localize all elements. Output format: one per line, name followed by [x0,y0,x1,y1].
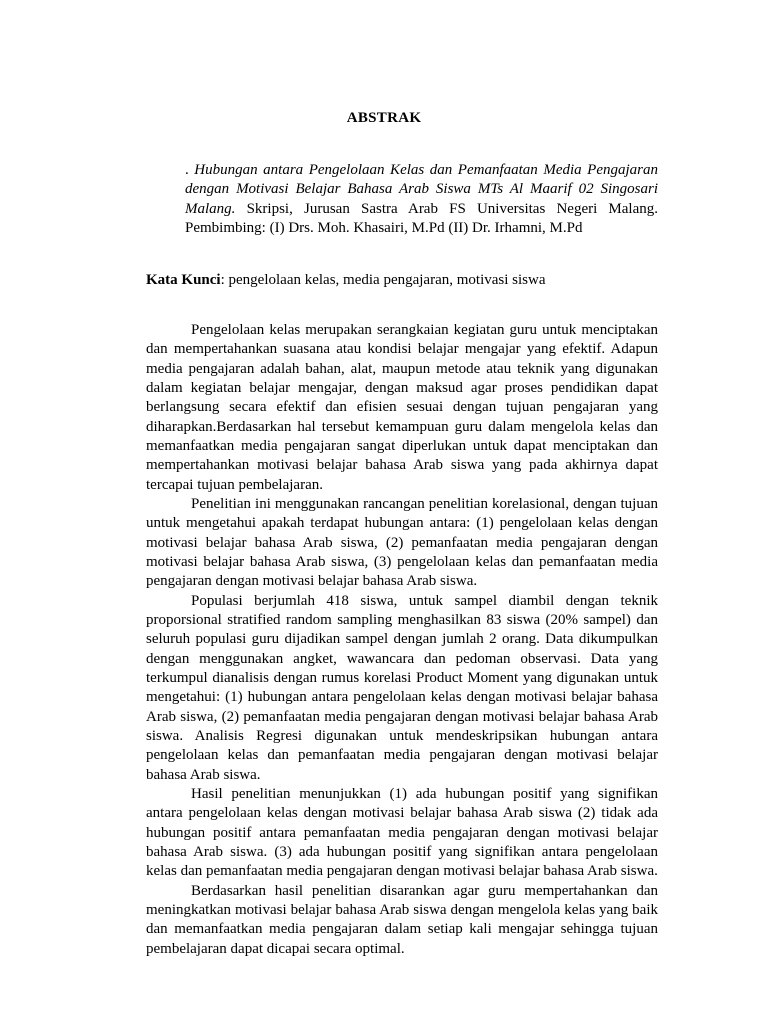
abstract-paragraph-5: Berdasarkan hasil penelitian disarankan agar guru mempertahankan dan meningkatkan motivasi belajar bahasa Arab siswa dengan mengelola kelas yang baik dan memanfaatkan media pengajaran dalam setiap kali mengajar sehingga tujuan pembelajaran dapat dicapai secara optimal. [146,882,658,957]
keywords-line [146,271,666,290]
abstract-paragraph-2: Penelitian ini menggunakan rancangan penelitian korelasional, dengan tujuan untuk mengetahui apakah terdapat hubungan antara: (1) pengelolaan kelas dengan motivasi belajar bahasa Arab siswa, (2) pemanfaatan media pengajaran dengan motivasi belajar bahasa Arab siswa, (3) pengelolaan kelas dan pemanfaatan media pengajaran dengan motivasi belajar bahasa Arab siswa. [146,495,658,590]
citation-lead: . [185,162,195,178]
abstract-paragraph-3: Populasi berjumlah 418 siswa, untuk sampel diambil dengan teknik proporsional stratified random sampling menghasilkan 83 siswa (20% sampel) dan seluruh populasi guru dijadikan sampel dengan jumlah 2 orang. Data dikumpulkan dengan menggunakan angket, wawancara dan pedoman observasi. Data yang terkumpul dianalisis dengan rumus korelasi Product Moment yang digunakan untuk mengetahui: (1) hubungan antara pengelolaan kelas dengan motivasi belajar bahasa Arab siswa, (2) pemanfaatan media pengajaran dengan motivasi belajar bahasa Arab siswa. Analisis Regresi digunakan untuk mendeskripsikan hubungan antara pengelolaan kelas dan pemanfaatan media pengajaran dengan motivasi belajar bahasa Arab siswa. [146,592,658,783]
abstract-paragraph-1: Pengelolaan kelas merupakan serangkaian kegiatan guru untuk menciptakan dan mempertahankan suasana atau kondisi belajar mengajar yang efektif. Adapun media pengajaran adalah bahan, alat, maupun metode atau teknik yang digunakan dalam kegiatan belajar mengajar, dengan maksud agar proses pendidikan dapat berlangsung secara efektif dan efisien sesuai dengan tujuan pengajaran yang diharapkan.Berdasarkan hal tersebut kemampuan guru dalam mengelola kelas dan memanfaatkan media pengajaran sangat diperlukan untuk dapat menciptakan dan mempertahankan motivasi belajar bahasa Arab siswa yang pada akhirnya dapat tercapai tujuan pembelajaran. [146,322,658,493]
keywords-text: : pengelolaan kelas, media pengajaran, motivasi siswa [220,272,546,288]
thesis-title: Hubungan antara Pengelolaan Kelas dan Pemanfaatan Media Pengajaran dengan Motivasi Belajar Bahasa Arab Siswa MTs Al Maarif 02 Singosari Malang. [185,162,659,217]
keywords-label: Kata Kunci [146,272,221,288]
thesis-citation [185,161,658,239]
abstract-body [146,321,658,959]
citation-details: Skripsi, Jurusan Sastra Arab FS Universitas Negeri Malang. Pembimbing: (I) Drs. Moh. Khasairi, M.Pd (II) Dr. Irhamni, M.Pd [185,200,658,237]
abstract-title: ABSTRAK [346,110,422,126]
abstract-paragraph-4: Hasil penelitian menunjukkan (1) ada hubungan positif yang signifikan antara pengelolaan kelas dengan motivasi belajar bahasa Arab siswa (2) tidak ada hubungan positif antara pemanfaatan media pengajaran dengan motivasi belajar bahasa Arab siswa. (3) ada hubungan positif yang signifikan antara pengelolaan kelas dan pemanfaatan media pengajaran dengan motivasi belajar bahasa Arab siswa. [146,785,658,880]
